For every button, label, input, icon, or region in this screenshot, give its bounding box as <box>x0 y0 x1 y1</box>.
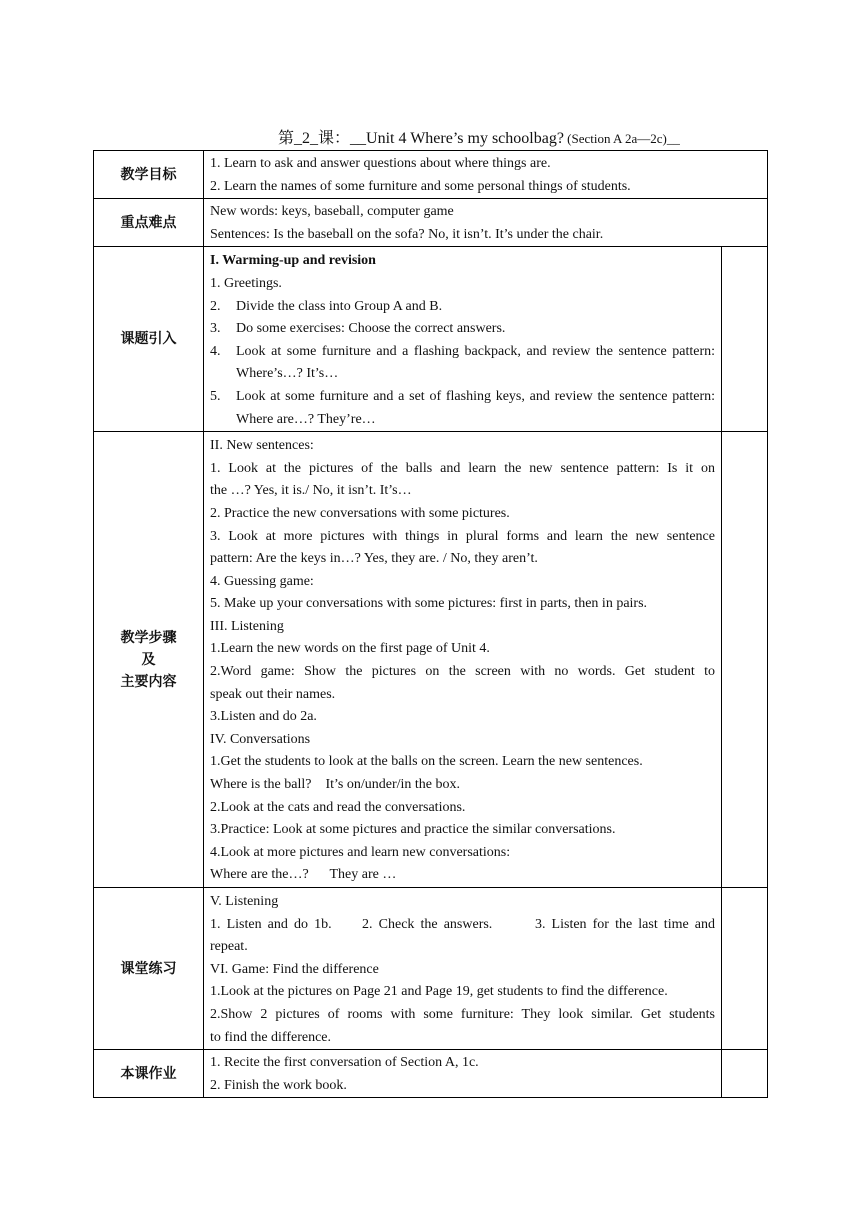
section-title: (Section A 2a—2c)__ <box>563 131 680 146</box>
step-line: IV. Conversations <box>210 731 311 747</box>
practice-line: VI. Game: Find the difference <box>210 961 379 977</box>
lesson-title <box>278 128 798 150</box>
homework-notes-cell <box>722 1050 768 1098</box>
practice-content <box>204 888 722 1050</box>
intro-heading: I. Warming-up and revision <box>210 253 376 269</box>
step-line: 1.Learn the new words on the first page of Unit 4. <box>210 641 490 657</box>
key-words-line: New words: keys, baseball, computer game <box>210 204 454 220</box>
step-line: III. Listening <box>210 618 284 634</box>
key-sentences-line: Sentences: Is the baseball on the sofa? No, it isn’t. It’s under the chair. <box>210 226 604 242</box>
lesson-suffix: 课： <box>318 130 351 147</box>
step-line: 4. Guessing game: <box>210 573 314 589</box>
practice-notes-cell <box>722 888 768 1050</box>
steps-content <box>204 432 722 888</box>
homework-content <box>204 1050 722 1098</box>
intro-item: 4. Look at some furniture and a flashing backpack, and review the sentence pattern: Where’s…? It’s… <box>210 343 715 382</box>
key-points-content <box>204 199 768 247</box>
homework-line: 2. Finish the work book. <box>210 1077 347 1093</box>
lesson-plan-table <box>93 150 768 1098</box>
step-line: Where are the…? They are … <box>210 867 397 883</box>
steps-label-line: 教学步骤 <box>120 629 177 646</box>
steps-label-line: 主要内容 <box>120 673 177 690</box>
step-line: 2.Word game: Show the pictures on the screen with no words. Get student to <box>210 664 715 680</box>
practice-line: 1.Look at the pictures on Page 21 and Page 19, get students to find the difference. <box>210 984 668 1000</box>
lesson-prefix: 第 <box>278 130 295 147</box>
step-line: 3.Practice: Look at some pictures and practice the similar conversations. <box>210 822 616 838</box>
step-line: 2. Practice the new conversations with some pictures. <box>210 505 510 521</box>
homework-label: 本课作业 <box>94 1050 204 1098</box>
step-line: II. New sentences: <box>210 438 314 454</box>
practice-row <box>94 888 768 1050</box>
practice-line: 1. Listen and do 1b. 2. Check the answers. 3. Listen for the last time and <box>210 916 715 932</box>
practice-line: to find the difference. <box>210 1029 332 1045</box>
practice-line: 2.Show 2 pictures of rooms with some furniture: They look similar. Get students <box>210 1006 715 1022</box>
intro-item: 2. Divide the class into Group A and B. <box>210 298 443 314</box>
step-line: 3. Look at more pictures with things in plural forms and learn the new sentence <box>210 528 715 544</box>
step-line: the …? Yes, it is./ No, it isn’t. It’s… <box>210 483 412 499</box>
intro-item: 5. Look at some furniture and a set of flashing keys, and review the sentence pattern: Where are…? They’re… <box>210 388 715 427</box>
unit-title: __Unit 4 Where’s my schoolbag? <box>350 130 564 147</box>
steps-label <box>94 432 204 888</box>
step-line: 5. Make up your conversations with some pictures: first in parts, then in pairs. <box>210 596 648 612</box>
step-line: 1. Look at the pictures of the balls and learn the new sentence pattern: Is it on <box>210 460 715 476</box>
intro-item: 1. Greetings. <box>210 275 282 291</box>
steps-row <box>94 432 768 888</box>
practice-line: V. Listening <box>210 894 279 909</box>
intro-row <box>94 247 768 432</box>
objectives-row <box>94 151 768 199</box>
steps-notes-cell <box>722 432 768 888</box>
practice-line: repeat. <box>210 939 248 955</box>
step-line: speak out their names. <box>210 686 336 702</box>
step-line: Where is the ball? It’s on/under/in the box. <box>210 777 460 793</box>
homework-row <box>94 1050 768 1098</box>
objectives-content <box>204 151 768 199</box>
objective-line: 2. Learn the names of some furniture and some personal things of students. <box>210 178 631 194</box>
step-line: 2.Look at the cats and read the conversations. <box>210 799 466 815</box>
objectives-label: 教学目标 <box>94 151 204 199</box>
step-line: 3.Listen and do 2a. <box>210 709 317 725</box>
key-points-row <box>94 199 768 247</box>
practice-label: 课堂练习 <box>94 888 204 1050</box>
step-line: pattern: Are the keys in…? Yes, they are. / No, they aren’t. <box>210 551 538 567</box>
key-points-label: 重点难点 <box>94 199 204 247</box>
intro-label: 课题引入 <box>94 247 204 432</box>
step-line: 4.Look at more pictures and learn new conversations: <box>210 844 511 860</box>
intro-item: 3. Do some exercises: Choose the correct answers. <box>210 321 506 337</box>
intro-content <box>204 247 722 432</box>
steps-label-line: 及 <box>141 651 156 668</box>
objective-line: 1. Learn to ask and answer questions about where things are. <box>210 156 551 171</box>
homework-line: 1. Recite the first conversation of Section A, 1c. <box>210 1055 479 1071</box>
lesson-number: _2_ <box>294 130 319 147</box>
step-line: 1.Get the students to look at the balls on the screen. Learn the new sentences. <box>210 754 643 770</box>
intro-notes-cell <box>722 247 768 432</box>
